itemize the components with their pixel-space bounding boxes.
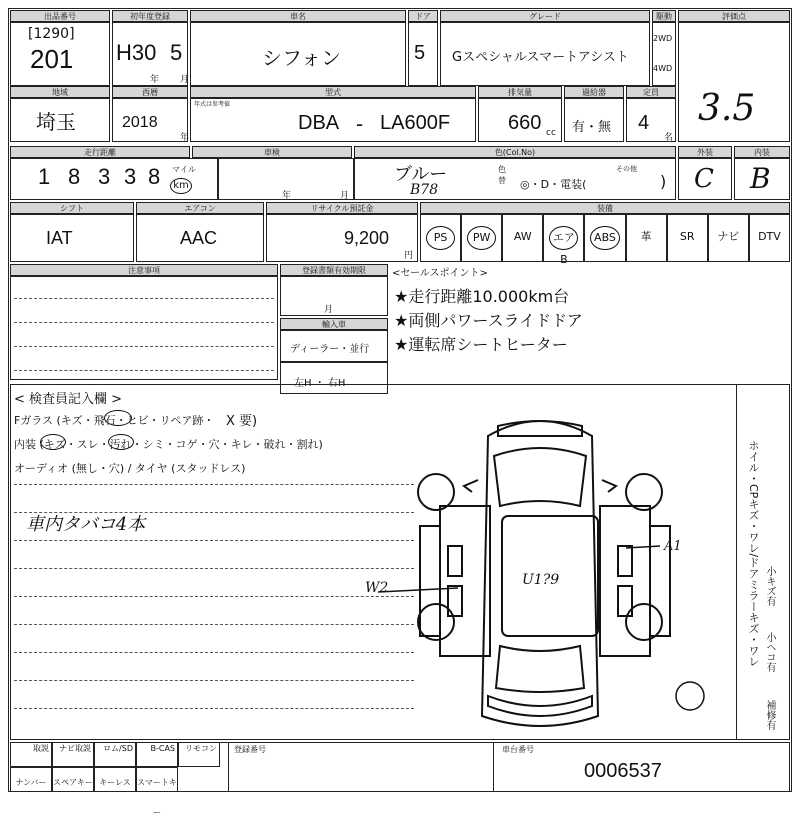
model-code: LA600F [380,112,451,134]
footer-label: リモコン [185,744,217,753]
shift-value: IAT [46,228,73,248]
drive-4wd: 4WD [653,64,673,73]
ac-header: エアコン [136,202,264,214]
year-note: 年式は参考値 [194,101,231,108]
sales-point-1: ★走行距離10.000km台 [394,287,570,306]
notes-box [10,276,278,380]
inspector-title: < 検査員記入欄 > [14,392,123,407]
equip-label: PS [426,226,455,250]
recycle-cell [266,214,418,262]
side-column [736,384,790,740]
ac-value: AAC [180,228,218,248]
diagram-note-center: U1?9 [522,572,560,588]
mileage-d0: 1 [38,164,51,189]
color-header: 色(Col.No) [354,146,676,158]
sales-header: <セールスポイント> [392,268,488,279]
footer-checkbox [136,767,178,817]
score-header: 評価点 [678,10,790,22]
recycle-unit: 円 [404,251,414,261]
color-code: B78 [410,182,439,198]
equip-label: ナビ [717,230,740,243]
reg-due-header: 登録書類有効期限 [280,264,388,276]
diagram-note-left: W2 [365,580,389,596]
stain-circle-mark [108,434,134,450]
recycle-header: リサイクル預託金 [266,202,418,214]
inspector-line [14,596,414,597]
cc-unit: cc [546,128,556,138]
equip-label: ABS [590,226,619,250]
inspection-nen: 年 [282,191,292,201]
footer-checkbox [94,742,136,767]
notes-header: 注意事項 [10,264,278,276]
mileage-d1: 8 [68,164,81,189]
year-header: 西暦 [112,86,188,98]
footer-label: 取説 [33,744,49,753]
recycle-value: 9,200 [344,228,390,248]
year-unit: 年 [180,133,190,143]
capacity-unit: 名 [664,133,674,143]
inspector-line [14,484,414,485]
capacity-value: 4 [638,112,650,134]
chip-circle-mark [104,410,132,426]
color-close: ) [660,172,667,191]
notes-line [14,322,274,323]
first-reg-month: 5 [170,40,183,65]
import-hand: 左H ・ 右H [294,378,346,389]
mileage-unit-km: km [170,178,192,194]
first-reg-era: H30 [116,40,157,65]
footer-label: ナビ取説 [59,744,91,753]
side-text-repair: 補修有 [764,700,775,730]
car-name: シフォン [262,46,341,70]
cc-value: 660 [508,112,542,134]
model-prefix: DBA [298,112,340,134]
import-header: 輸入車 [280,318,388,330]
sales-point-2: ★両側パワースライドドア [394,311,583,330]
first-reg-tsuki: 月 [180,75,190,85]
reg-number-header: 登録番号 [230,744,490,756]
int-grade: B [750,162,771,195]
equip-label: PW [467,226,496,250]
score-value: 3.5 [698,88,756,129]
grade-header: グレード [440,10,650,22]
color-paint: ◎・D・電装( [520,178,587,191]
equip-label: エアB [549,226,578,250]
side-text-small-scratch: 小キズ有 [764,566,775,606]
change-header: 車検 [192,146,352,158]
footer-label: スペアキー [53,778,93,787]
equip-label: 革 [640,230,652,243]
footer-label: ナンバー [15,778,47,787]
footer-checkbox [52,742,94,767]
lot-number: 201 [30,44,74,74]
ext-header: 外装 [678,146,732,158]
capacity-header: 定員 [626,86,676,98]
mileage-d2: 3 [98,164,111,189]
notes-line [14,346,274,347]
footer-label: キーレス [99,778,131,787]
equip-label: AW [513,230,532,243]
inspector-line-3: オーディオ (無し・穴) / タイヤ (スタッドレス) [14,462,246,475]
equip-label: DTV [758,230,781,243]
footer-label: スマートキー [137,778,177,817]
year-value: 2018 [122,114,158,131]
inspector-line [14,540,414,541]
drive-cell [652,22,676,86]
inspector-line [14,680,414,681]
turbo-value: 有・無 [572,120,612,135]
inspector-handwritten: 車内タバコ4本 [26,514,146,535]
reg-due-tsuki: 月 [324,305,334,315]
inspector-line [14,568,414,569]
inspection-tsuki: 月 [340,191,350,201]
inspector-line-1-mark: X 要) [226,414,258,429]
inspector-line [14,708,414,709]
mileage-unit-mile: マイル [172,165,196,174]
first-reg-nen: 年 [150,75,160,85]
color-ban: 色替 [498,165,506,185]
footer-checkbox [94,767,136,792]
footer-label: B-CAS [150,744,175,753]
side-text-main: ホイル・CPキズ・ワレ/ドアミラーキズ・ワレ [747,440,760,668]
chassis-header: 車台番号 [498,744,778,756]
footer-checkbox [136,742,178,767]
region-header: 地域 [10,86,110,98]
doors-value: 5 [414,42,426,64]
inspector-line-1: Fガラス (キズ・飛石・ヒビ・リペア跡・ [14,414,215,427]
ext-grade: C [694,164,714,194]
reg-due-box [280,276,388,316]
sales-point-3: ★運転席シートヒーター [394,335,568,354]
inspector-line-2: 内装 (キズ・スレ・汚れ・シミ・コゲ・穴・キレ・破れ・割れ) [14,438,323,451]
footer-checkbox [52,767,94,792]
notes-line [14,370,274,371]
footer-checkbox [178,742,220,767]
first-reg-header: 初年度登録 [112,10,188,22]
region-value: 埼玉 [36,110,76,134]
side-text-small-dent: 小ヘコ有 [764,632,775,672]
doors-header: ドア [408,10,438,22]
footer-checkbox [10,742,52,767]
reg-number-cell [228,742,494,792]
footer-checkbox [10,767,52,792]
equip-label: SR [679,230,695,243]
mileage-d3: 3 [124,164,137,189]
lot-bracket: [1290] [28,26,75,42]
model-dash: - [356,112,364,136]
drive-2wd: 2WD [653,34,673,43]
model-header: 型式 [190,86,476,98]
turbo-header: 過給器 [564,86,624,98]
lot-header: 出品番号 [10,10,110,22]
inspector-line [14,512,414,513]
equip-header: 装備 [420,202,790,214]
scratch-circle-mark [40,434,66,450]
cc-header: 排気量 [478,86,562,98]
shift-header: シフト [10,202,134,214]
car-diagram [360,396,720,736]
diagram-note-right: A1 [664,539,682,554]
inspector-line [14,624,414,625]
grade-value: Gスペシャルスマートアシスト [452,50,629,65]
import-dealer: ディーラー・並行 [290,344,370,355]
color-other: その他 [616,165,637,173]
int-header: 内装 [734,146,790,158]
mileage-d4: 8 [148,164,161,189]
car-name-header: 車名 [190,10,406,22]
color-name: ブルー [394,164,448,185]
footer-label: ロム/SD [103,744,133,753]
drive-header: 駆動 [652,10,676,22]
notes-line [14,298,274,299]
chassis-number: 0006537 [584,760,662,782]
inspector-line [14,652,414,653]
mileage-header: 走行距離 [10,146,190,158]
